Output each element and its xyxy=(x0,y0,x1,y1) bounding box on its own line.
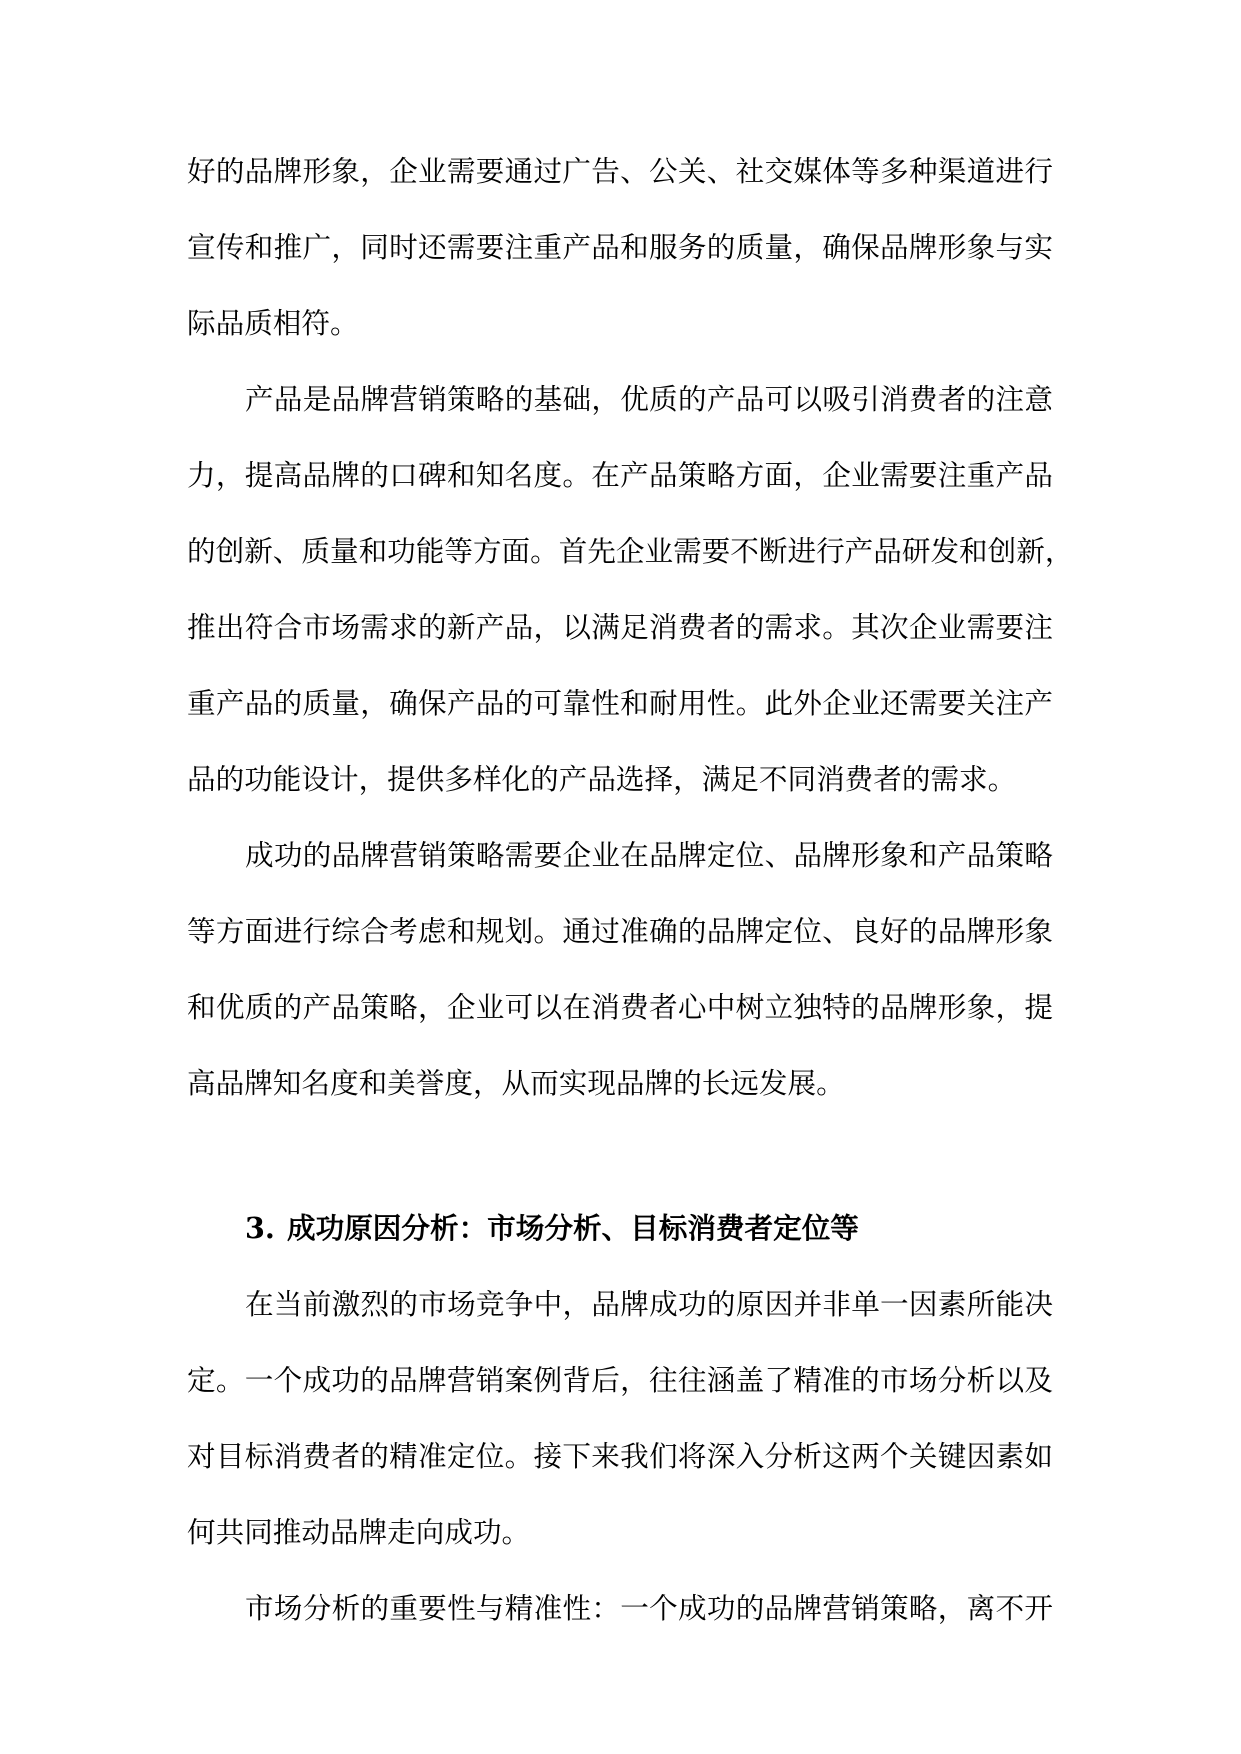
text-line: 高品牌知名度和美誉度，从而实现品牌的长远发展。 xyxy=(187,1066,845,1100)
text-line: 定。一个成功的品牌营销案例背后，往往涵盖了精准的市场分析以及 xyxy=(187,1363,1053,1397)
text-line: 成功的品牌营销策略需要企业在品牌定位、品牌形象和产品策略 xyxy=(245,838,1053,872)
section-heading xyxy=(187,1200,1053,1276)
text-line: 推出符合市场需求的新产品，以满足消费者的需求。其次企业需要注 xyxy=(187,610,1053,644)
text-line: 等方面进行综合考虑和规划。通过准确的品牌定位、良好的品牌形象 xyxy=(187,914,1053,948)
text-line: 力，提高品牌的口碑和知名度。在产品策略方面，企业需要注重产品 xyxy=(187,458,1053,492)
section-spacer xyxy=(187,1131,1053,1200)
paragraph xyxy=(187,1580,1053,1656)
paragraph xyxy=(187,827,1053,1131)
text-line: 何共同推动品牌走向成功。 xyxy=(187,1515,531,1549)
text-line: 际品质相符。 xyxy=(187,306,359,340)
section-title: 成功原因分析：市场分析、目标消费者定位等 xyxy=(287,1211,859,1245)
text-line: 市场分析的重要性与精准性：一个成功的品牌营销策略，离不开 xyxy=(245,1591,1053,1625)
text-line: 重产品的质量，确保产品的可靠性和耐用性。此外企业还需要关注产 xyxy=(187,686,1053,720)
text-line: 好的品牌形象，企业需要通过广告、公关、社交媒体等多种渠道进行 xyxy=(187,154,1053,188)
section-number: 3. xyxy=(245,1211,275,1245)
text-line: 对目标消费者的精准定位。接下来我们将深入分析这两个关键因素如 xyxy=(187,1439,1053,1473)
paragraph xyxy=(187,371,1074,827)
paragraph xyxy=(187,1276,1053,1580)
page-content xyxy=(187,143,1074,1656)
text-line: 品的功能设计，提供多样化的产品选择，满足不同消费者的需求。 xyxy=(187,762,1017,796)
paragraph xyxy=(187,143,1053,371)
text-line: 产品是品牌营销策略的基础，优质的产品可以吸引消费者的注意 xyxy=(245,382,1053,416)
text-line: 宣传和推广，同时还需要注重产品和服务的质量，确保品牌形象与实 xyxy=(187,230,1053,264)
text-line: 和优质的产品策略，企业可以在消费者心中树立独特的品牌形象，提 xyxy=(187,990,1053,1024)
text-line: 的创新、质量和功能等方面。首先企业需要不断进行产品研发和创新， xyxy=(187,534,1074,568)
text-line: 在当前激烈的市场竞争中，品牌成功的原因并非单一因素所能决 xyxy=(245,1287,1053,1321)
